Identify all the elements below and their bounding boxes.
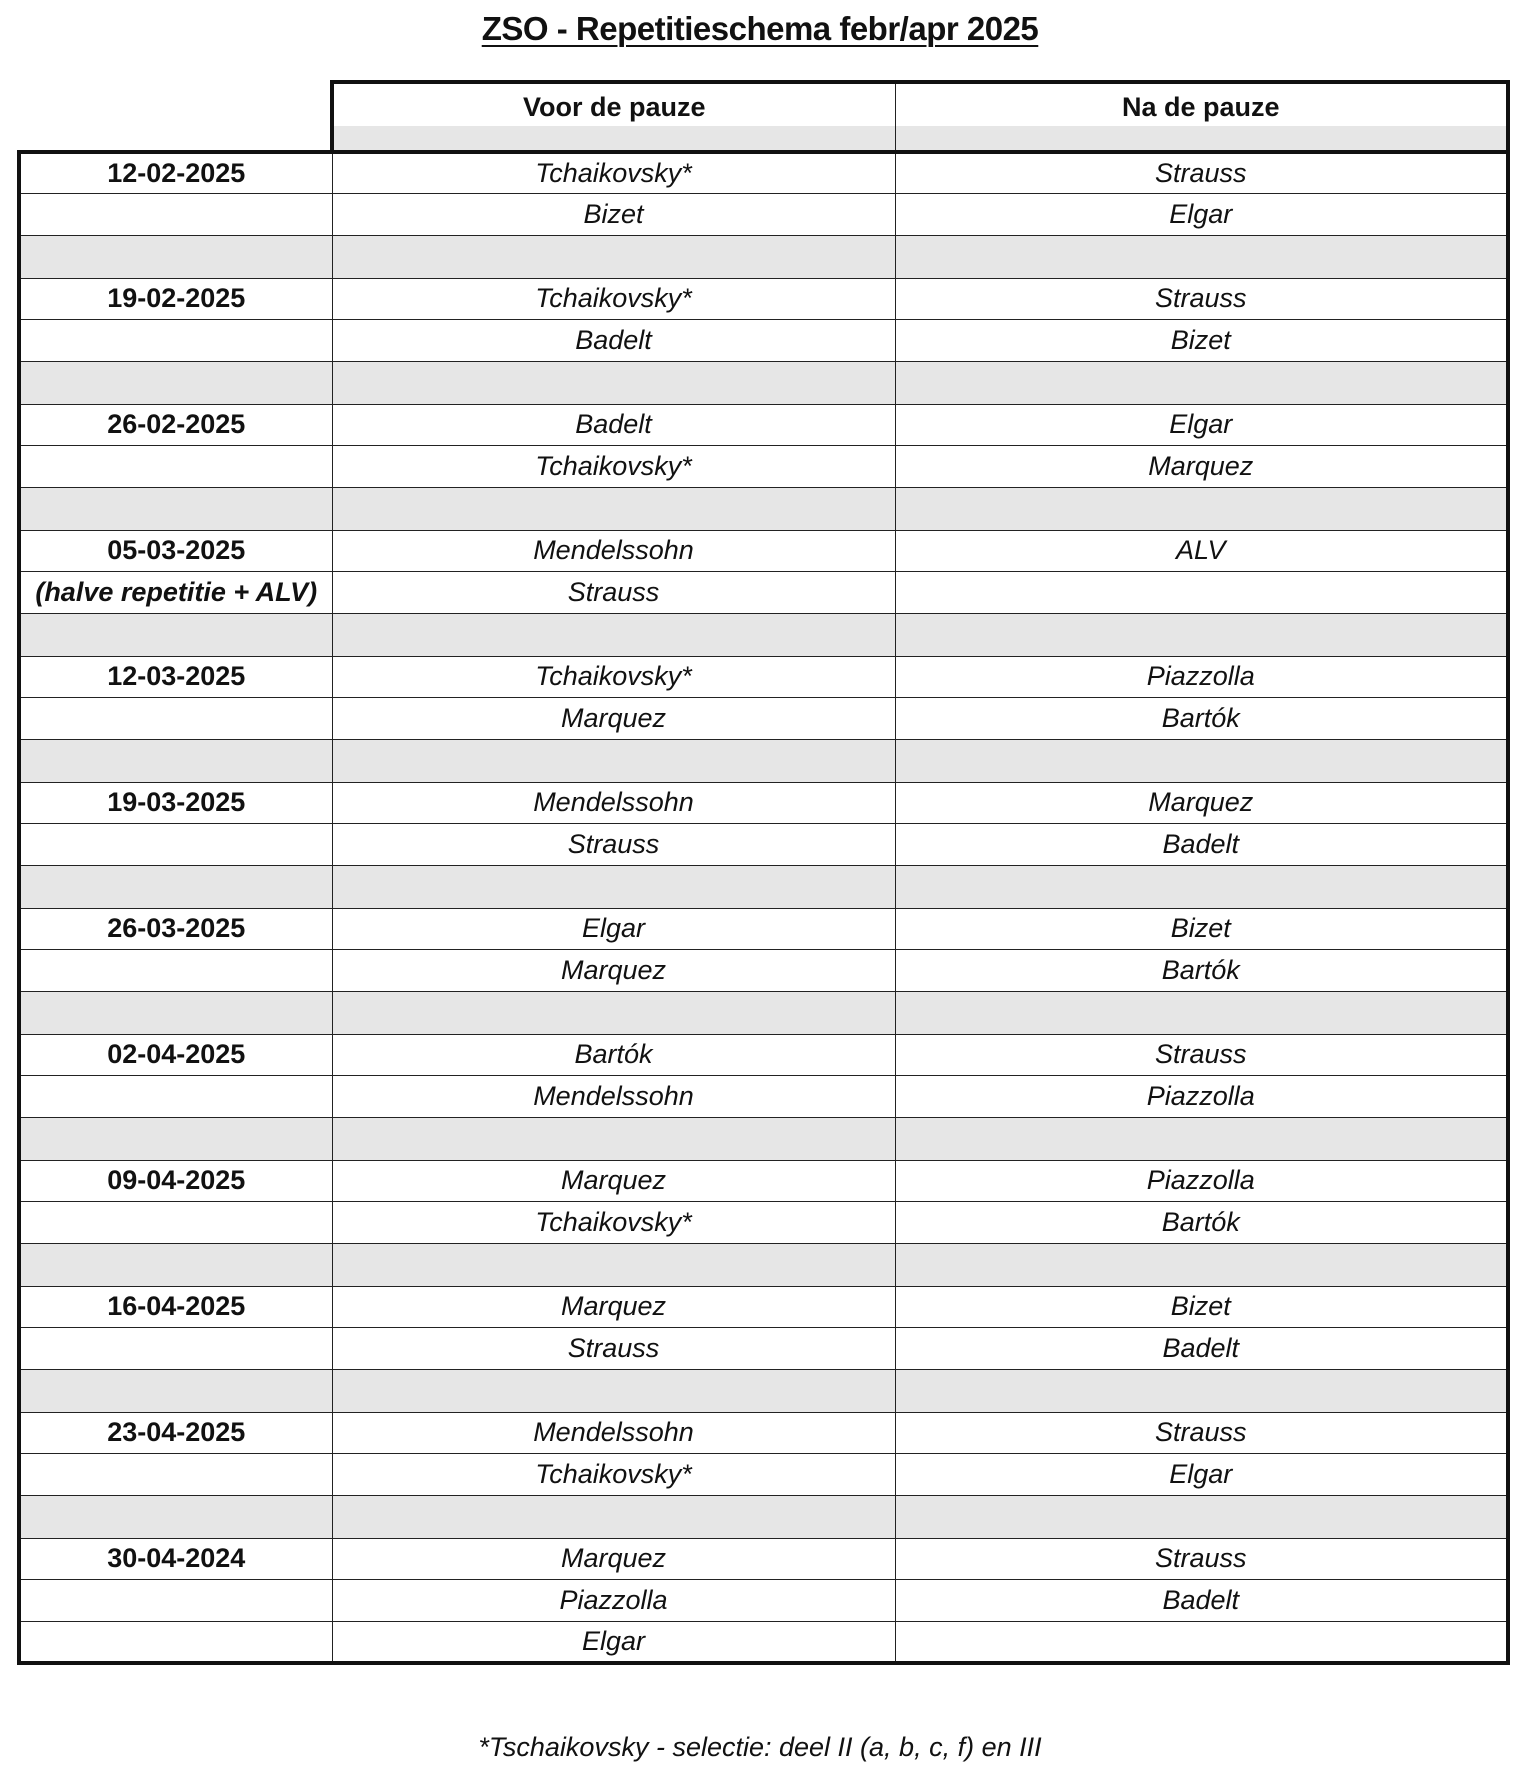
schedule-row	[19, 782, 1508, 824]
separator-cell	[332, 487, 895, 530]
schedule-row	[19, 446, 1508, 488]
separator-cell	[332, 613, 895, 656]
piece-after-break: Strauss	[895, 1538, 1508, 1580]
piece-after-break: Badelt	[895, 1328, 1508, 1370]
column-header-after-break: Na de pauze	[895, 82, 1508, 152]
footnote: *Tschaikovsky - selectie: deel II (a, b, c, f) en III	[478, 1732, 1042, 1762]
date-cell-empty	[19, 1580, 332, 1622]
schedule-row	[19, 1621, 1508, 1663]
schedule-row	[19, 908, 1508, 950]
separator-cell	[19, 1243, 332, 1286]
piece-after-break: ALV	[895, 530, 1508, 572]
piece-after-break: Elgar	[895, 1454, 1508, 1496]
session-date: 30-04-2024	[19, 1538, 332, 1580]
schedule-body	[19, 152, 1508, 1663]
piece-before-break: Marquez	[332, 698, 895, 740]
session-date: 19-02-2025	[19, 278, 332, 320]
piece-after-break: Badelt	[895, 824, 1508, 866]
schedule-row	[19, 656, 1508, 698]
piece-before-break: Marquez	[332, 1160, 895, 1202]
separator-cell	[19, 613, 332, 656]
schedule-row	[19, 1538, 1508, 1580]
piece-before-break: Marquez	[332, 950, 895, 992]
schedule-row	[19, 698, 1508, 740]
schedule-row	[19, 1580, 1508, 1622]
date-cell-empty	[19, 1076, 332, 1118]
piece-after-break: Piazzolla	[895, 656, 1508, 698]
separator-cell	[19, 1117, 332, 1160]
piece-after-break: Elgar	[895, 404, 1508, 446]
separator-cell	[19, 1369, 332, 1412]
separator-cell	[332, 739, 895, 782]
piece-after-break: Strauss	[895, 1034, 1508, 1076]
separator-row	[19, 1243, 1508, 1286]
schedule-row	[19, 950, 1508, 992]
piece-after-break: Strauss	[895, 152, 1508, 194]
date-cell-empty	[19, 824, 332, 866]
piece-before-break: Elgar	[332, 1621, 895, 1663]
piece-before-break: Bizet	[332, 194, 895, 236]
schedule-row	[19, 1328, 1508, 1370]
separator-row	[19, 361, 1508, 404]
piece-before-break: Marquez	[332, 1286, 895, 1328]
separator-row	[19, 1369, 1508, 1412]
separator-cell	[19, 487, 332, 530]
separator-cell	[332, 1495, 895, 1538]
separator-cell	[19, 739, 332, 782]
separator-row	[19, 739, 1508, 782]
date-cell-empty	[19, 446, 332, 488]
separator-row	[19, 487, 1508, 530]
piece-after-break	[895, 572, 1508, 614]
piece-before-break: Strauss	[332, 824, 895, 866]
schedule-row	[19, 1160, 1508, 1202]
piece-before-break: Strauss	[332, 572, 895, 614]
piece-before-break: Elgar	[332, 908, 895, 950]
piece-before-break: Tchaikovsky*	[332, 1202, 895, 1244]
separator-cell	[895, 613, 1508, 656]
separator-row	[19, 1117, 1508, 1160]
session-date: 12-02-2025	[19, 152, 332, 194]
session-date: 16-04-2025	[19, 1286, 332, 1328]
date-cell-empty	[19, 320, 332, 362]
piece-before-break: Tchaikovsky*	[332, 446, 895, 488]
piece-after-break: Marquez	[895, 782, 1508, 824]
schedule-row	[19, 404, 1508, 446]
schedule-row	[19, 1034, 1508, 1076]
session-date: 19-03-2025	[19, 782, 332, 824]
piece-before-break: Tchaikovsky*	[332, 278, 895, 320]
date-cell-empty	[19, 698, 332, 740]
rehearsal-schedule-table	[17, 80, 1510, 1665]
date-cell-empty	[19, 194, 332, 236]
separator-cell	[895, 1243, 1508, 1286]
separator-row	[19, 613, 1508, 656]
piece-before-break: Tchaikovsky*	[332, 1454, 895, 1496]
piece-after-break: Bartók	[895, 698, 1508, 740]
separator-cell	[895, 487, 1508, 530]
separator-cell	[19, 991, 332, 1034]
schedule-row	[19, 1454, 1508, 1496]
piece-before-break: Mendelssohn	[332, 1076, 895, 1118]
schedule-row	[19, 530, 1508, 572]
piece-after-break: Piazzolla	[895, 1160, 1508, 1202]
separator-cell	[895, 1117, 1508, 1160]
piece-before-break: Tchaikovsky*	[332, 656, 895, 698]
date-cell-empty	[19, 1328, 332, 1370]
piece-before-break: Piazzolla	[332, 1580, 895, 1622]
schedule-row	[19, 572, 1508, 614]
separator-row	[19, 1495, 1508, 1538]
separator-cell	[895, 991, 1508, 1034]
session-date: 26-02-2025	[19, 404, 332, 446]
separator-row	[19, 235, 1508, 278]
schedule-row	[19, 1286, 1508, 1328]
schedule-row	[19, 1202, 1508, 1244]
separator-cell	[19, 361, 332, 404]
piece-before-break: Badelt	[332, 404, 895, 446]
schedule-row	[19, 824, 1508, 866]
piece-after-break: Marquez	[895, 446, 1508, 488]
separator-cell	[332, 1369, 895, 1412]
separator-row	[19, 991, 1508, 1034]
piece-before-break: Mendelssohn	[332, 782, 895, 824]
schedule-row	[19, 1412, 1508, 1454]
separator-row	[19, 865, 1508, 908]
separator-cell	[19, 865, 332, 908]
session-date: 02-04-2025	[19, 1034, 332, 1076]
date-cell-empty	[19, 1202, 332, 1244]
separator-cell	[895, 1369, 1508, 1412]
piece-before-break: Bartók	[332, 1034, 895, 1076]
page-title: ZSO - Repetitieschema febr/apr 2025	[481, 10, 1039, 47]
piece-before-break: Badelt	[332, 320, 895, 362]
piece-before-break: Marquez	[332, 1538, 895, 1580]
separator-cell	[895, 361, 1508, 404]
schedule-row	[19, 320, 1508, 362]
piece-after-break: Elgar	[895, 194, 1508, 236]
session-date: 12-03-2025	[19, 656, 332, 698]
schedule-row	[19, 194, 1508, 236]
schedule-row	[19, 1076, 1508, 1118]
piece-after-break: Bartók	[895, 1202, 1508, 1244]
schedule-row	[19, 152, 1508, 194]
separator-cell	[895, 739, 1508, 782]
session-note: (halve repetitie + ALV)	[19, 572, 332, 614]
piece-after-break: Strauss	[895, 1412, 1508, 1454]
piece-before-break: Tchaikovsky*	[332, 152, 895, 194]
piece-after-break: Badelt	[895, 1580, 1508, 1622]
separator-cell	[895, 235, 1508, 278]
separator-cell	[895, 865, 1508, 908]
session-date: 26-03-2025	[19, 908, 332, 950]
separator-cell	[895, 1495, 1508, 1538]
separator-cell	[19, 235, 332, 278]
separator-cell	[332, 865, 895, 908]
date-cell-empty	[19, 1454, 332, 1496]
schedule-row	[19, 278, 1508, 320]
piece-after-break: Bizet	[895, 1286, 1508, 1328]
header-blank-cell	[19, 82, 332, 152]
session-date: 05-03-2025	[19, 530, 332, 572]
piece-before-break: Mendelssohn	[332, 1412, 895, 1454]
date-cell-empty	[19, 950, 332, 992]
separator-cell	[19, 1495, 332, 1538]
piece-after-break: Bartók	[895, 950, 1508, 992]
header-row	[19, 82, 1508, 152]
piece-after-break: Strauss	[895, 278, 1508, 320]
column-header-before-break: Voor de pauze	[332, 82, 895, 152]
piece-after-break: Piazzolla	[895, 1076, 1508, 1118]
piece-after-break: Bizet	[895, 908, 1508, 950]
separator-cell	[332, 361, 895, 404]
date-cell-empty	[19, 1621, 332, 1663]
session-date: 23-04-2025	[19, 1412, 332, 1454]
piece-before-break: Strauss	[332, 1328, 895, 1370]
piece-before-break: Mendelssohn	[332, 530, 895, 572]
separator-cell	[332, 1117, 895, 1160]
session-date: 09-04-2025	[19, 1160, 332, 1202]
piece-after-break	[895, 1621, 1508, 1663]
separator-cell	[332, 1243, 895, 1286]
separator-cell	[332, 235, 895, 278]
separator-cell	[332, 991, 895, 1034]
piece-after-break: Bizet	[895, 320, 1508, 362]
